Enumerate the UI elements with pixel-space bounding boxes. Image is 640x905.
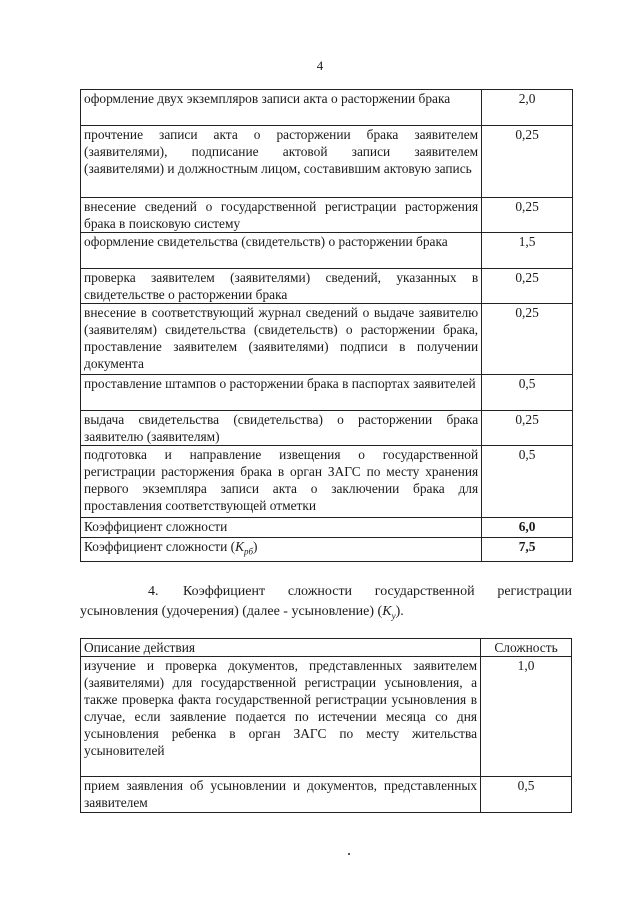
section-text-suffix: ). xyxy=(395,604,404,619)
complexity-value: 0,5 xyxy=(482,446,573,518)
action-description: прием заявления об усыновлении и документов, представленных заявителем xyxy=(81,777,481,813)
coefficient-rb-row xyxy=(81,538,573,562)
section-text: Коэффициент сложности государственной регистрации усыновления (удочерения) (далее - усыновление) ( xyxy=(80,584,572,619)
coefficient-rb-symbol: K xyxy=(235,539,245,554)
table-row xyxy=(81,126,573,198)
section-number: 4. xyxy=(148,584,159,599)
coefficient-rb-label-prefix: Коэффициент сложности ( xyxy=(84,539,236,554)
scan-speck xyxy=(348,853,350,855)
complexity-value: 0,25 xyxy=(482,198,573,233)
coefficient-rb-subscript: рб xyxy=(244,546,254,557)
coefficient-label: Коэффициент сложности xyxy=(81,518,482,538)
action-description: внесение сведений о государственной регистрации расторжения брака в поисковую систему xyxy=(81,198,482,233)
table-row xyxy=(81,233,573,269)
coefficient-value: 6,0 xyxy=(482,518,573,538)
table-row xyxy=(81,777,572,813)
header-description: Описание действия xyxy=(81,639,481,657)
table-row xyxy=(81,375,573,411)
action-description: внесение в соответствующий журнал сведений о выдаче заявителю (заявителям) свидетельства (свидетельств) о расторжении брака, проставление заявителем (заявителями) подписи в получении документа xyxy=(81,304,482,375)
section-4-paragraph xyxy=(80,582,572,626)
divorce-registration-complexity-table xyxy=(80,89,573,562)
coefficient-rb-label xyxy=(81,538,482,562)
section-subscript: у xyxy=(391,610,396,621)
complexity-value: 1,5 xyxy=(482,233,573,269)
complexity-value: 2,0 xyxy=(482,90,573,126)
table-row xyxy=(81,411,573,446)
action-description: выдача свидетельства (свидетельства) о расторжении брака заявителю (заявителям) xyxy=(81,411,482,446)
table-header-row xyxy=(81,639,572,657)
action-description: подготовка и направление извещения о государственной регистрации расторжения брака в орган ЗАГС по месту хранения первого экземпляра записи акта о заключении брака для проставления соответствующей отметки xyxy=(81,446,482,518)
table-body xyxy=(81,657,572,813)
table-row xyxy=(81,446,573,518)
complexity-value: 1,0 xyxy=(481,657,572,777)
coefficient-rb-value: 7,5 xyxy=(482,538,573,562)
coefficient-row xyxy=(81,518,573,538)
action-description: оформление двух экземпляров записи акта о расторжении брака xyxy=(81,90,482,126)
page-number: 4 xyxy=(316,58,324,73)
table-body xyxy=(81,90,573,518)
section-symbol: K xyxy=(382,604,392,619)
complexity-value: 0,25 xyxy=(482,304,573,375)
complexity-value: 0,25 xyxy=(482,411,573,446)
complexity-value: 0,25 xyxy=(482,126,573,198)
complexity-value: 0,5 xyxy=(481,777,572,813)
table-row xyxy=(81,90,573,126)
table-row xyxy=(81,198,573,233)
action-description: оформление свидетельства (свидетельств) о расторжении брака xyxy=(81,233,482,269)
complexity-value: 0,5 xyxy=(482,375,573,411)
action-description: прочтение записи акта о расторжении брака заявителем (заявителями), подписание актовой записи заявителем (заявителями) и должностным лицом, составившим актовую запись xyxy=(81,126,482,198)
action-description: проверка заявителем (заявителями) сведений, указанных в свидетельстве о расторжении брака xyxy=(81,269,482,304)
coefficient-rb-label-suffix: ) xyxy=(253,539,258,554)
action-description: изучение и проверка документов, представленных заявителем (заявителями) для государственной регистрации усыновления, а также проверка факта государственной регистрации усыновления в случае, если заявление подается по истечении месяца со дня усыновления ребенка в орган ЗАГС по месту жительства усыновителей xyxy=(81,657,481,777)
table-row xyxy=(81,304,573,375)
action-description: проставление штампов о расторжении брака в паспортах заявителей xyxy=(81,375,482,411)
complexity-value: 0,25 xyxy=(482,269,573,304)
table-row xyxy=(81,657,572,777)
adoption-registration-complexity-table xyxy=(80,638,572,813)
header-complexity: Сложность xyxy=(481,639,572,657)
table-row xyxy=(81,269,573,304)
